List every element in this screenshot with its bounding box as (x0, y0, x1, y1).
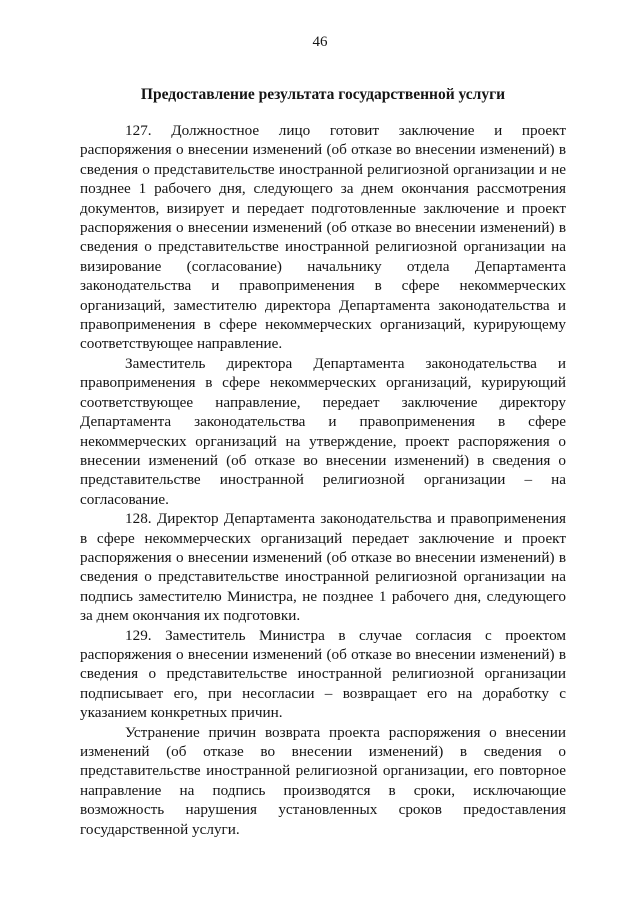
page-number: 46 (312, 34, 328, 50)
paragraph-129: 129. Заместитель Министра в случае согласия с проектом распоряжения о внесении изменений (об отказе во внесении изменений) в сведения о представительстве иностранной религиозной организации подписывает его, при несогласии – возвращает его на доработку с указанием конкретных причин. (80, 626, 566, 722)
paragraph-127: 127. Должностное лицо готовит заключение и проект распоряжения о внесении изменений (об отказе во внесении изменений) в сведения о представительстве иностранной религиозной организации и не позднее 1 рабочего дня, следующего за днем окончания рассмотрения документов, визирует и передает подготовленные заключение и проект распоряжения о внесении изменений (об отказе во внесении изменений) в сведения о представительстве иностранной религиозной организации на визирование (согласование) начальнику отдела Департамента законодательства и правоприменения в сфере некоммерческих организаций, заместителю директора Департамента законодательства и правоприменения в сфере некоммерческих организаций, курирующему соответствующее направление. (80, 122, 566, 353)
paragraph-deputy-director: Заместитель директора Департамента законодательства и правоприменения в сфере некоммерческих организаций, курирующий соответствующее направление, передает заключение директору Департамента законодательства и правоприменения в сфере некоммерческих организаций на утверждение, проект распоряжения о внесении изменений (об отказе во внесении изменений) в сведения о представительстве иностранной религиозной организации – на согласование. (80, 354, 566, 508)
document-body (80, 121, 566, 839)
paragraph-return-elimination: Устранение причин возврата проекта распоряжения о внесении изменений (об отказе во внесении изменений) в сведения о представительстве иностранной религиозной организации, его повторное направление на подпись производятся в сроки, исключающие возможность нарушения установленных сроков предоставления государственной услуги. (80, 723, 566, 838)
paragraph-128: 128. Директор Департамента законодательства и правоприменения в сфере некоммерческих организаций передает заключение и проект распоряжения о внесении изменений (об отказе во внесении изменений) в сведения о представительстве иностранной религиозной организации на подпись заместителю Министра, не позднее 1 рабочего дня, следующего за днем окончания их подготовки. (80, 510, 566, 625)
section-heading: Предоставление результата государственной услуги (140, 86, 506, 103)
